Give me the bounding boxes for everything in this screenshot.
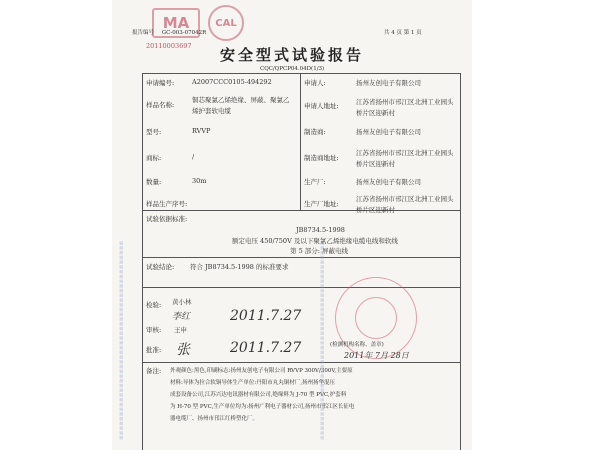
applicant-label: 申请人: — [304, 79, 326, 87]
watermark-left: ▪▪▪▪▪▪▪▪▪▪▪▪▪▪▪▪▪▪▪▪▪▪▪▪▪▪▪▪▪▪▪▪▪▪▪▪▪▪▪▪▪▪ — [117, 240, 125, 440]
table-line-mid-vertical — [300, 73, 301, 210]
table-line-4 — [142, 362, 460, 363]
applicant-value: 扬州友创电子有限公司 — [356, 79, 421, 87]
table-line-right — [460, 73, 461, 450]
producer-label: 生产厂: — [304, 178, 326, 186]
remarks-line-3: 成套设备公司,江苏兴达电讯器材有限公司,绝缘料为 J-70 型 PVC,护套料 — [170, 392, 347, 398]
tester-print: 黄小林 — [172, 298, 192, 306]
serial-number: 20110003697 — [146, 42, 192, 50]
form-number: CQC/QPCP04.04D(1/3) — [260, 66, 325, 72]
applicant-addr-value: 江苏省扬州市邗江区北洲工业园头桥片区迎新村 — [356, 98, 454, 117]
conclusion-label: 试验结论: — [146, 263, 175, 271]
model-value: RVVP — [192, 127, 211, 135]
report-code — [132, 28, 206, 36]
app-no-value: A2007CCC0105-494292 — [192, 78, 272, 86]
producer-addr-value: 江苏省扬州市邗江区北洲工业园头桥片区迎新村 — [356, 195, 454, 214]
standard-code: JB8734.5-1998 — [296, 226, 345, 234]
producer-addr-label: 生产厂地址: — [304, 200, 339, 208]
report-page — [112, 0, 472, 450]
watermark-right: ▪▪▪▪▪▪▪▪▪▪▪▪▪▪▪▪▪▪▪▪▪▪▪▪▪▪▪▪▪▪▪▪▪▪▪▪▪▪▪▪▪▪ — [318, 240, 326, 440]
cal-logo: CAL — [208, 5, 244, 41]
applicant-addr-label: 申请人地址: — [304, 102, 339, 110]
tester-label: 检验: — [146, 301, 162, 309]
table-line-3 — [142, 287, 460, 288]
conclusion-text: 符合 JB8734.5-1998 的标准要求 — [190, 263, 289, 271]
remarks-line-1: 外观颜色:黑色,印刷标志:扬州友创电子有限公司 RVVP 300V/300V,主要原 — [170, 368, 353, 374]
brand-value: / — [192, 153, 195, 161]
remarks-label: 备注: — [146, 367, 162, 375]
model-label: 型号: — [146, 128, 162, 136]
manufacturer-value: 扬州友创电子有限公司 — [356, 128, 421, 136]
table-line-left — [142, 73, 143, 450]
report-code-value: GC-003-07042R — [161, 30, 207, 36]
org-label: (检测机构名称、盖章) — [330, 342, 384, 348]
reviewer-date: 2011.7.27 — [230, 340, 302, 356]
quantity-value: 30m — [192, 177, 207, 185]
approver-label: 审核: — [146, 326, 162, 334]
remarks-line-4: 为 H-70 型 PVC,生产单位均为:扬州广利电子器材公司,扬州市邗江区长征电 — [170, 404, 355, 410]
report-title: 安全型式试验报告 — [220, 46, 365, 64]
table-line-top — [142, 73, 460, 74]
approver-value: 王申 — [174, 326, 187, 334]
remarks-line-5: 器电缆厂、扬州市邗江红桥塑化厂。 — [170, 416, 259, 422]
official-stamp-inner — [355, 297, 397, 339]
sample-serial-label: 样品生产序号: — [146, 200, 188, 208]
producer-value: 扬州友创电子有限公司 — [356, 178, 421, 186]
quantity-label: 数量: — [146, 178, 162, 186]
manufacturer-label: 制造商: — [304, 128, 326, 136]
standard-line2: 额定电压 450/750V 及以下聚氯乙烯绝缘电缆电线和软线 — [232, 237, 398, 245]
page-info: 共 4 页 第 1 页 — [384, 30, 422, 36]
brand-label: 商标: — [146, 154, 162, 162]
manufacturer-addr-value: 江苏省扬州市邗江区北洲工业园头桥片区迎新村 — [356, 149, 454, 168]
reviewer-label: 批准: — [146, 346, 162, 354]
tester-signature: 李红 — [172, 312, 191, 322]
sample-name-value: 铜芯聚氯乙烯绝缘、屏蔽、聚氯乙烯护套软电缆 — [192, 96, 290, 115]
app-no-label: 申请编号: — [146, 79, 175, 87]
ma-logo: MA — [152, 8, 200, 38]
report-code-label: 报告编号 — [132, 30, 155, 36]
tester-date: 2011.7.27 — [230, 308, 302, 324]
reviewer-signature: 张 — [176, 342, 190, 358]
standard-line3: 第 5 部分: 屏蔽电线 — [290, 247, 349, 255]
standard-label: 试验依据标准: — [146, 215, 188, 223]
org-date: 2011年 7月 28日 — [344, 351, 409, 360]
remarks-line-2: 材料:导体为拉合软铜导体生产单位:丹阳市丸丸铜材厂,扬州扬华混压 — [170, 380, 335, 386]
manufacturer-addr-label: 制造商地址: — [304, 154, 339, 162]
table-line-2 — [142, 257, 460, 258]
sample-name-label: 样品名称: — [146, 101, 175, 109]
